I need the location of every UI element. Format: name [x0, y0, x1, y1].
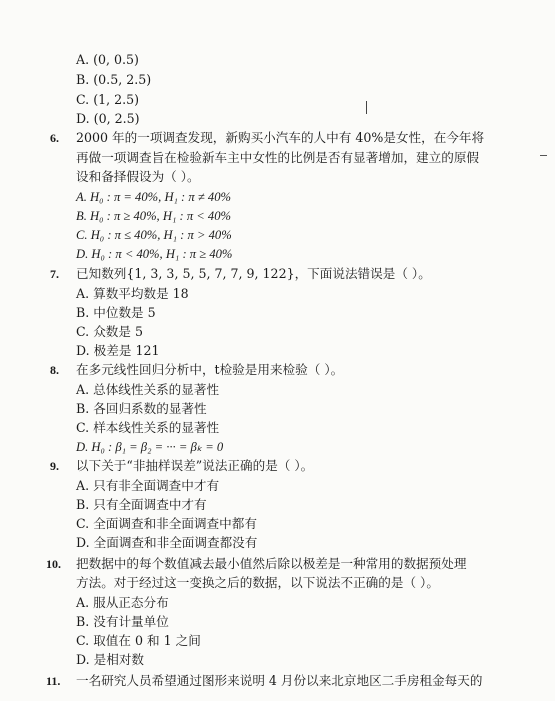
q9-option-c: C. 全面调查和非全面调查中都有 [76, 516, 257, 531]
q10-option-c: C. 取值在 0 和 1 之间 [76, 633, 201, 648]
q6-text-line-3: 设和备择假设为（ ）。 [76, 169, 200, 184]
q9-text: 以下关于“非抽样误差”说法正确的是（ ）。 [76, 458, 314, 473]
q6-option-a: A. H₀ : π = 40%, H₁ : π ≠ 40% [76, 190, 232, 204]
margin-dash-mark [540, 155, 547, 156]
q8-text: 在多元线性回归分析中，t检验是用来检验（ ）。 [76, 362, 344, 377]
q7-number: 7. [50, 267, 59, 281]
q6-number: 6. [50, 131, 59, 145]
q10-option-a: A. 服从正态分布 [76, 595, 169, 610]
q6-option-d: D. H₀ : π < 40%, H₁ : π ≥ 40% [76, 247, 233, 261]
text-cursor-mark [366, 101, 367, 114]
q5-option-a: A. (0, 0.5) [76, 52, 139, 67]
q9-option-a: A. 只有非全面调查中才有 [76, 478, 220, 493]
q7-option-a: A. 算数平均数是 18 [76, 286, 189, 301]
q7-option-b: B. 中位数是 5 [76, 305, 156, 320]
q6-option-c: C. H₀ : π ≤ 40%, H₁ : π > 40% [76, 228, 232, 242]
q5-option-c: C. (1, 2.5) [76, 92, 140, 107]
q8-option-c: C. 样本线性关系的显著性 [76, 420, 220, 435]
q7-text: 已知数列{1, 3, 3, 5, 5, 7, 7, 9, 122}，下面说法错误是（ ）。 [76, 266, 431, 281]
q5-option-d: D. (0, 2.5) [76, 111, 140, 126]
q11-number: 11. [46, 674, 61, 688]
q5-option-b: B. (0.5, 2.5) [76, 72, 152, 87]
q7-option-c: C. 众数是 5 [76, 324, 143, 339]
q9-option-b: B. 只有全面调查中才有 [76, 497, 207, 512]
q7-option-d: D. 极差是 121 [76, 343, 160, 358]
q10-number: 10. [46, 557, 61, 571]
q8-number: 8. [50, 363, 59, 377]
q9-number: 9. [50, 459, 59, 473]
q6-text-line-1: 2000 年的一项调查发现，新购买小汽车的人中有 40%是女性，在今年将 [76, 130, 485, 145]
q11-text: 一名研究人员希望通过图形来说明 4 月份以来北京地区二手房租金每天的 [76, 673, 483, 688]
q6-text-line-2: 再做一项调查旨在检验新车主中女性的比例是否有显著增加，建立的原假 [76, 150, 479, 165]
q10-option-d: D. 是相对数 [76, 652, 145, 667]
q10-option-b: B. 没有计量单位 [76, 614, 169, 629]
q6-option-b: B. H₀ : π ≥ 40%, H₁ : π < 40% [76, 209, 232, 223]
q10-text-line-1: 把数据中的每个数值减去最小值然后除以极差是一种常用的数据预处理 [76, 556, 467, 571]
q8-option-d: D. H₀ : β₁ = β₂ = ··· = βₖ = 0 [76, 440, 224, 454]
q10-text-line-2: 方法。对于经过这一变换之后的数据，以下说法不正确的是（ ）。 [76, 575, 439, 590]
q9-option-d: D. 全面调查和非全面调查都没有 [76, 535, 258, 550]
q8-option-b: B. 各回归系数的显著性 [76, 401, 207, 416]
q8-option-a: A. 总体线性关系的显著性 [76, 382, 220, 397]
